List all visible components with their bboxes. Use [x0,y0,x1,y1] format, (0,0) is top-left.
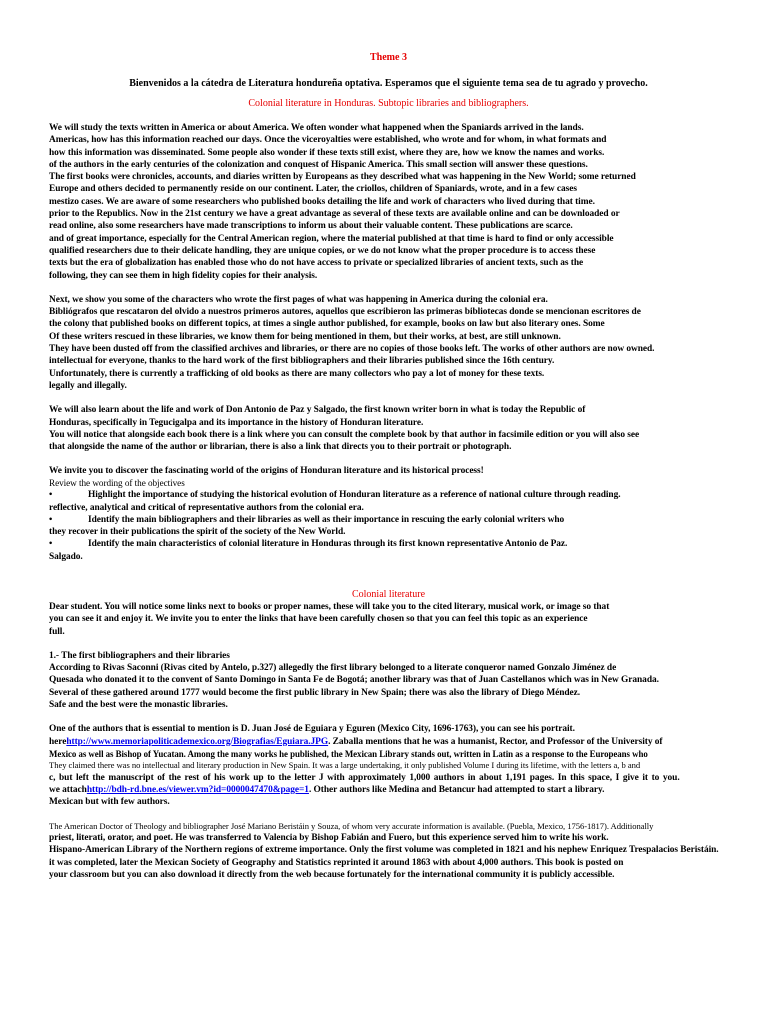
paragraph-line: We will also learn about the life and work of Don Antonio de Paz y Salgado, the first known writer born in what is today the Republic of [49,405,586,416]
paragraph-line: We will study the texts written in America or about America. We often wonder what happened when the Spaniards arrived in the lands. [49,123,584,133]
welcome-text: Bienvenidos a la cátedra de Literatura hondureña optativa. Esperamos que el siguiente tema sea de tu agrado y provecho. [129,78,648,89]
beristain-line: your classroom but you can also download it directly from the web because fortunately for the international community it is publicly accessible. [49,870,615,881]
paragraph-line: that alongside the name of the author or librarian, there is also a link that directs you to their portrait or photograph. [49,442,512,453]
eguiara-line [49,736,728,748]
paragraph-line: texts but the era of globalization has enabled those who do not have access to private or specialized libraries of ancient texts, such as the [49,258,584,269]
objective-line [49,502,728,514]
eguiara-line: They claimed there was no intellectual and literary production in New Spain. It was a large undertaking, it only published Volume I during its lifetime, with the letters a, b and [49,760,641,771]
link-lead-text: we attach [49,785,87,796]
mexican-library-link[interactable]: http://bdh-rd.bne.es/viewer.vm?id=0000047470&page=1 [86,785,309,796]
paragraph-line: intellectual for everyone, thanks to the hard work of the first bibliographers and their libraries published since the 16th century. [49,356,555,367]
link-lead-text: here [49,736,67,747]
paragraph-line: you can see it and enjoy it. We invite you to enter the links that have been carefully chosen so that you can feel this topic as an experience [49,614,588,625]
paragraph-line: Dear student. You will notice some links next to books or proper names, these will take you to the cited literary, musical work, or image so that [49,602,610,612]
objective-text: Salgado. [49,551,83,562]
characters-paragraph [49,294,728,392]
bibliographers-paragraph [49,650,728,711]
bullet-icon: • [49,490,53,501]
paragraph-line: Unfortunately, there is currently a trafficking of old books as there are many collectors who pay a lot of money for these texts. [49,368,545,379]
objective-text: Identify the main characteristics of colonial literature in Honduras through its first known representative Antonio de Paz. [88,539,568,550]
paragraph-line: Next, we show you some of the characters who wrote the first pages of what was happening in America during the colonial era. [49,294,548,305]
objective-line [49,514,728,526]
paragraph-line: Of these writers rescued in these libraries, we know them for being mentioned in them, but their works, at best, are still unknown. [49,331,561,342]
eguiara-paragraph [49,723,728,808]
objective-item [49,489,728,514]
paragraph-line: legally and illegally. [49,380,127,391]
objective-text: they recover in their publications the spirit of the society of the New World. [49,527,346,538]
theme-title: Theme 3 [370,52,407,63]
bullet-icon: • [49,539,53,550]
colonial-literature-title: Colonial literature [351,589,426,600]
subtopic-title: Colonial literature in Honduras. Subtopic libraries and bibliographers. [248,98,529,109]
eguiara-line [49,784,728,796]
beristain-line: The American Doctor of Theology and bibliographer José Mariano Beristáin y Souza, of whom very accurate information is available. (Puebla, Mexico, 1756-1817). Additionally [49,820,654,831]
paragraph-line: qualified researchers due to their delicate handling, they are unique copies, or we do not know what the proper procedure is to access these [49,245,596,256]
paragraph-line: 1.- The first bibliographers and their libraries [49,650,230,661]
beristain-line: priest, literati, orator, and poet. He was transferred to Valencia by Bishop Fabián and Fuero, but this experience served him to write his work. [49,833,609,844]
paragraph-line: and of great importance, especially for the Central American region, where the material published at that time is hard to find or only accessible [49,233,614,244]
objective-line [49,489,728,501]
eguiara-line: Mexico as well as Bishop of Yucatan. Among the many works he published, the Mexican Library stands out, written in Latin as a response to the Europeans who [49,748,648,759]
paragraph-line: Honduras, specifically in Tegucigalpa and its importance in the history of Honduran literature. [49,417,424,428]
paragraph-line: The first books were chronicles, accounts, and diaries written by Europeans as they described what was happening in the New World; some returned [49,172,636,183]
paragraph-line: Several of these gathered around 1777 would become the first public library in New Spain; there was also the library of Diego Méndez. [49,687,581,698]
paragraph-line: how this information was disseminated. Some people also wonder if these texts still exist, where they are, how we know the names and works. [49,147,605,158]
objectives-heading: Review the wording of the objectives [49,477,185,488]
paragraph-line: the colony that published books on different topics, at times a single author published, for example, books on law but also literary ones. Some [49,319,605,330]
eguiara-portrait-link[interactable]: http://www.memoriapoliticademexico.org/Biografias/Eguiara.JPG [66,736,329,747]
objectives-list [49,489,728,563]
paragraph-line: Safe and the best were the monastic libraries. [49,700,228,711]
objective-text: Identify the main bibliographers and their libraries as well as their importance in rescuing the early colonial writers who [88,514,565,525]
paragraph-line: following, they can see them in high fidelity copies for their analysis. [49,270,318,281]
invite-text: We invite you to discover the fascinating world of the origins of Honduran literature and its historical process! [49,466,484,477]
objective-item [49,514,728,539]
objective-item [49,538,728,563]
paragraph-line: Americas, how has this information reached our days. Once the viceroyalties were established, who wrote and for whom, in what formats and [49,135,607,146]
objective-line [49,551,728,563]
paragraph-line: Europe and others decided to permanently reside on our continent. Later, the criollos, children of Spaniards, wrote, and in a few cases [49,184,577,195]
eguiara-line: c, but left the manuscript of the rest of his work up to the letter J with approximately 1,000 authors in about 1,191 pages. In this space, I give it to you. [49,772,680,783]
paragraph-line: full. [49,626,65,637]
eguiara-line: Mexican but with few authors. [49,797,170,808]
objective-text: reflective, analytical and critical of representative authors from the colonial era. [49,502,364,513]
intro-paragraph [49,122,728,282]
paragraph-line: mestizo cases. We are aware of some researchers who published books detailing the life and work of characters who lived during that time. [49,196,595,207]
paragraph-line: According to Rivas Saconni (Rivas cited by Antelo, p.327) allegedly the first library belonged to a literate conqueror named Gonzalo Jiménez de [49,663,617,674]
objective-line [49,526,728,538]
objective-line [49,538,728,550]
paragraph-line: prior to the Republics. Now in the 21st century we have a great advantage as several of these texts are available online and can be downloaded or [49,209,620,220]
dear-student-paragraph [49,601,728,638]
paragraph-line: of the authors in the early centuries of the colonization and conquest of Hispanic America. This small section will answer these questions. [49,159,588,170]
beristain-line: it was completed, later the Mexican Society of Geography and Statistics reprinted it around 1863 with about 4,000 authors. This book is posted on [49,857,624,868]
beristain-paragraph [49,821,728,882]
bullet-icon: • [49,514,53,525]
eguiara-text: . Other authors like Medina and Betancur had attempted to start a library. [308,785,605,796]
objectives-section [49,465,728,563]
paragraph-line: You will notice that alongside each book there is a link where you can consult the complete book by that author in facsimile edition or you will also see [49,429,640,440]
beristain-lines [49,832,728,881]
eguiara-text: . Zaballa mentions that he was a humanist, Rector, and Professor of the University of [328,736,663,747]
paragraph-line: read online, also some researchers have made transcriptions to inform us about their valuable content. These publications are scarce. [49,221,573,232]
eguiara-line: One of the authors that is essential to mention is D. Juan José de Eguiara y Eguren (Mexico City, 1696-1763), you can see his portrait. [49,724,575,735]
paragraph-line: Bibliógrafos que rescataron del olvido a nuestros primeros autores, aquellos que escribieron las primeras bibliotecas donde se mencionan escritores de [49,307,641,318]
beristain-line: Hispano-American Library of the Northern regions of extreme importance. Only the first volume was completed in 1821 and his nephew Enriquez Trespalacios Beristáin. [49,845,719,856]
paragraph-line: They have been dusted off from the classified archives and libraries, or there are no copies of those books left. The works of other authors are now owned. [49,344,655,355]
objective-text: Highlight the importance of studying the historical evolution of Honduran literature as a reference of national culture through reading. [88,490,621,501]
paz-salgado-paragraph [49,404,728,453]
paragraph-line: Quesada who donated it to the convent of Santo Domingo in Santa Fe de Bogotá; another library was that of Juan Castellanos which was in New Granada. [49,675,659,686]
